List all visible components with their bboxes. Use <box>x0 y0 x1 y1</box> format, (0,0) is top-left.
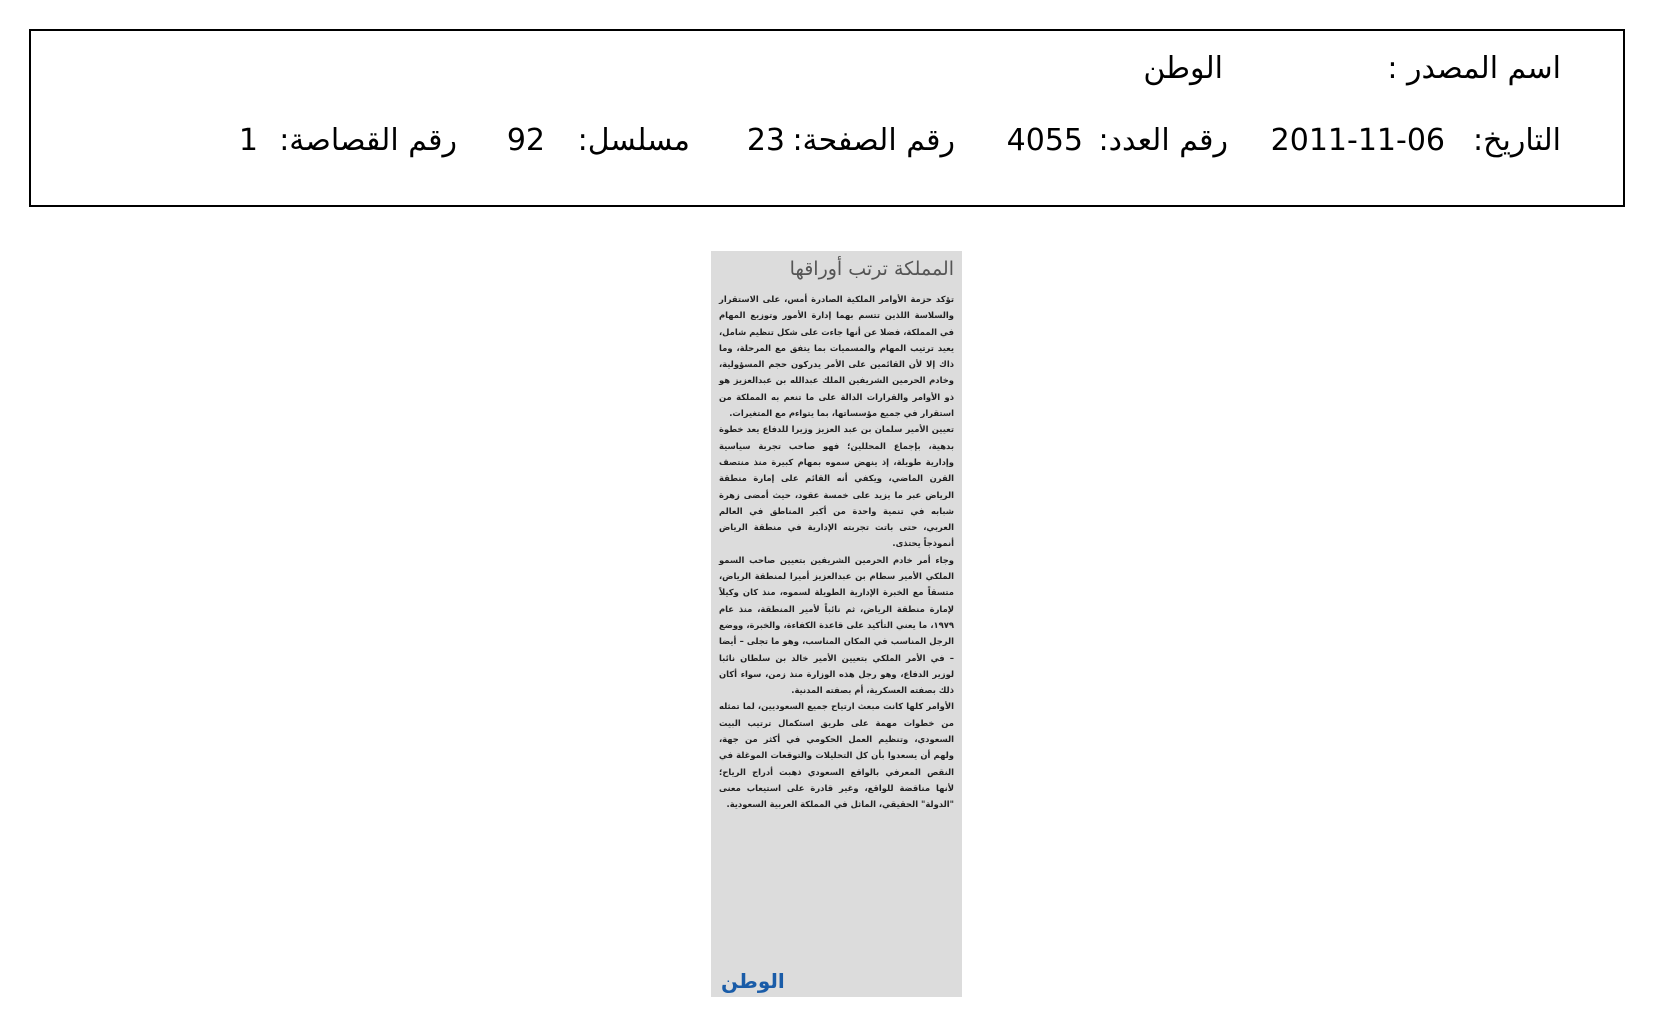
article-paragraph: الأوامر كلها كانت مبعث ارتياح جميع السعوديين، لما تمثله من خطوات مهمة على طريق استكمال ترتيب البيت السعودي، وتنظيم العمل الحكومي في أكثر من جهة، ولهم أن يسعدوا بأن كل التحليلات والتوقعات الموغلة في النقص المعرفي بالواقع السعودي ذهبت أدراج الرياح؛ لأنها مناقضة للواقع، وغير قادرة على استيعاب معنى "الدولة" الحقيقي، الماثل في المملكة العربية السعودية. <box>719 701 954 810</box>
serial-value: 92 <box>506 123 545 158</box>
clip-label: رقم القصاصة: <box>279 123 457 158</box>
serial-label: مسلسل: <box>577 123 690 158</box>
newspaper-clipping <box>711 251 962 997</box>
metadata-box <box>29 29 1625 207</box>
source-label: اسم المصدر : <box>1387 51 1561 86</box>
issue-value: 4055 <box>1006 123 1083 158</box>
page-value: 23 <box>746 123 785 158</box>
article-paragraph: تعيين الأمير سلمان بن عبد العزيز وزيرا للدفاع يعد خطوة بدهية، بإجماع المحللين؛ فهو صاحب تجربة سياسية وإدارية طويلة، إذ ينهض سموه بمهام كبيرة منذ منتصف القرن الماضي، ويكفي أنه القائم على إمارة منطقة الرياض عبر ما يزيد على خمسة عقود، حيث أمضى زهرة شبابه في تنمية واحدة من أكبر المناطق في العالم العربي، حتى باتت تجربته الإدارية في منطقة الرياض أنموذجاً يحتذى. <box>719 424 954 549</box>
date-label: التاريخ: <box>1473 123 1561 158</box>
source-value: الوطن <box>1143 51 1223 86</box>
article-headline: المملكة ترتب أوراقها <box>789 258 954 280</box>
page-label: رقم الصفحة: <box>792 123 955 158</box>
logo-text: الوطن <box>721 969 785 993</box>
clip-value: 1 <box>238 123 258 158</box>
date-value: 2011-11-06 <box>1270 123 1445 158</box>
issue-label: رقم العدد: <box>1098 123 1228 158</box>
article-paragraph: تؤكد حزمة الأوامر الملكية الصادرة أمس، على الاستقرار والسلاسة اللذين تتسم بهما إدارة الأمور وتوزيع المهام في المملكة، فضلا عن أنها جاءت على شكل تنظيم شامل، يعيد ترتيب المهام والمسميات بما يتفق مع المرحلة، وما ذاك إلا لأن القائمين على الأمر يدركون حجم المسؤولية، وخادم الحرمين الشريفين الملك عبدالله بن عبدالعزيز هو ذو الأوامر والقرارات الدالة على ما تنعم به المملكة من استقرار في جميع مؤسساتها، بما يتواءم مع المتغيرات. <box>719 294 954 419</box>
newspaper-logo <box>721 969 785 993</box>
article-body <box>719 291 954 813</box>
article-paragraph: وجاء أمر خادم الحرمين الشريفين بتعيين صاحب السمو الملكي الأمير سطام بن عبدالعزيز أميرا لمنطقة الرياض، متسقاً مع الخبرة الإدارية الطويلة لسموه، منذ كان وكيلاً لإمارة منطقة الرياض، ثم نائباً لأمير المنطقة، منذ عام ١٩٧٩، ما يعني التأكيد على قاعدة الكفاءة، والخبرة، ووضع الرجل المناسب في المكان المناسب، وهو ما تجلى – أيضا – في الأمر الملكي بتعيين الأمير خالد بن سلطان نائبا لوزير الدفاع، وهو رجل هذه الوزارة منذ زمن، سواء أكان ذلك بصفته العسكرية، أم بصفته المدنية. <box>719 554 954 696</box>
